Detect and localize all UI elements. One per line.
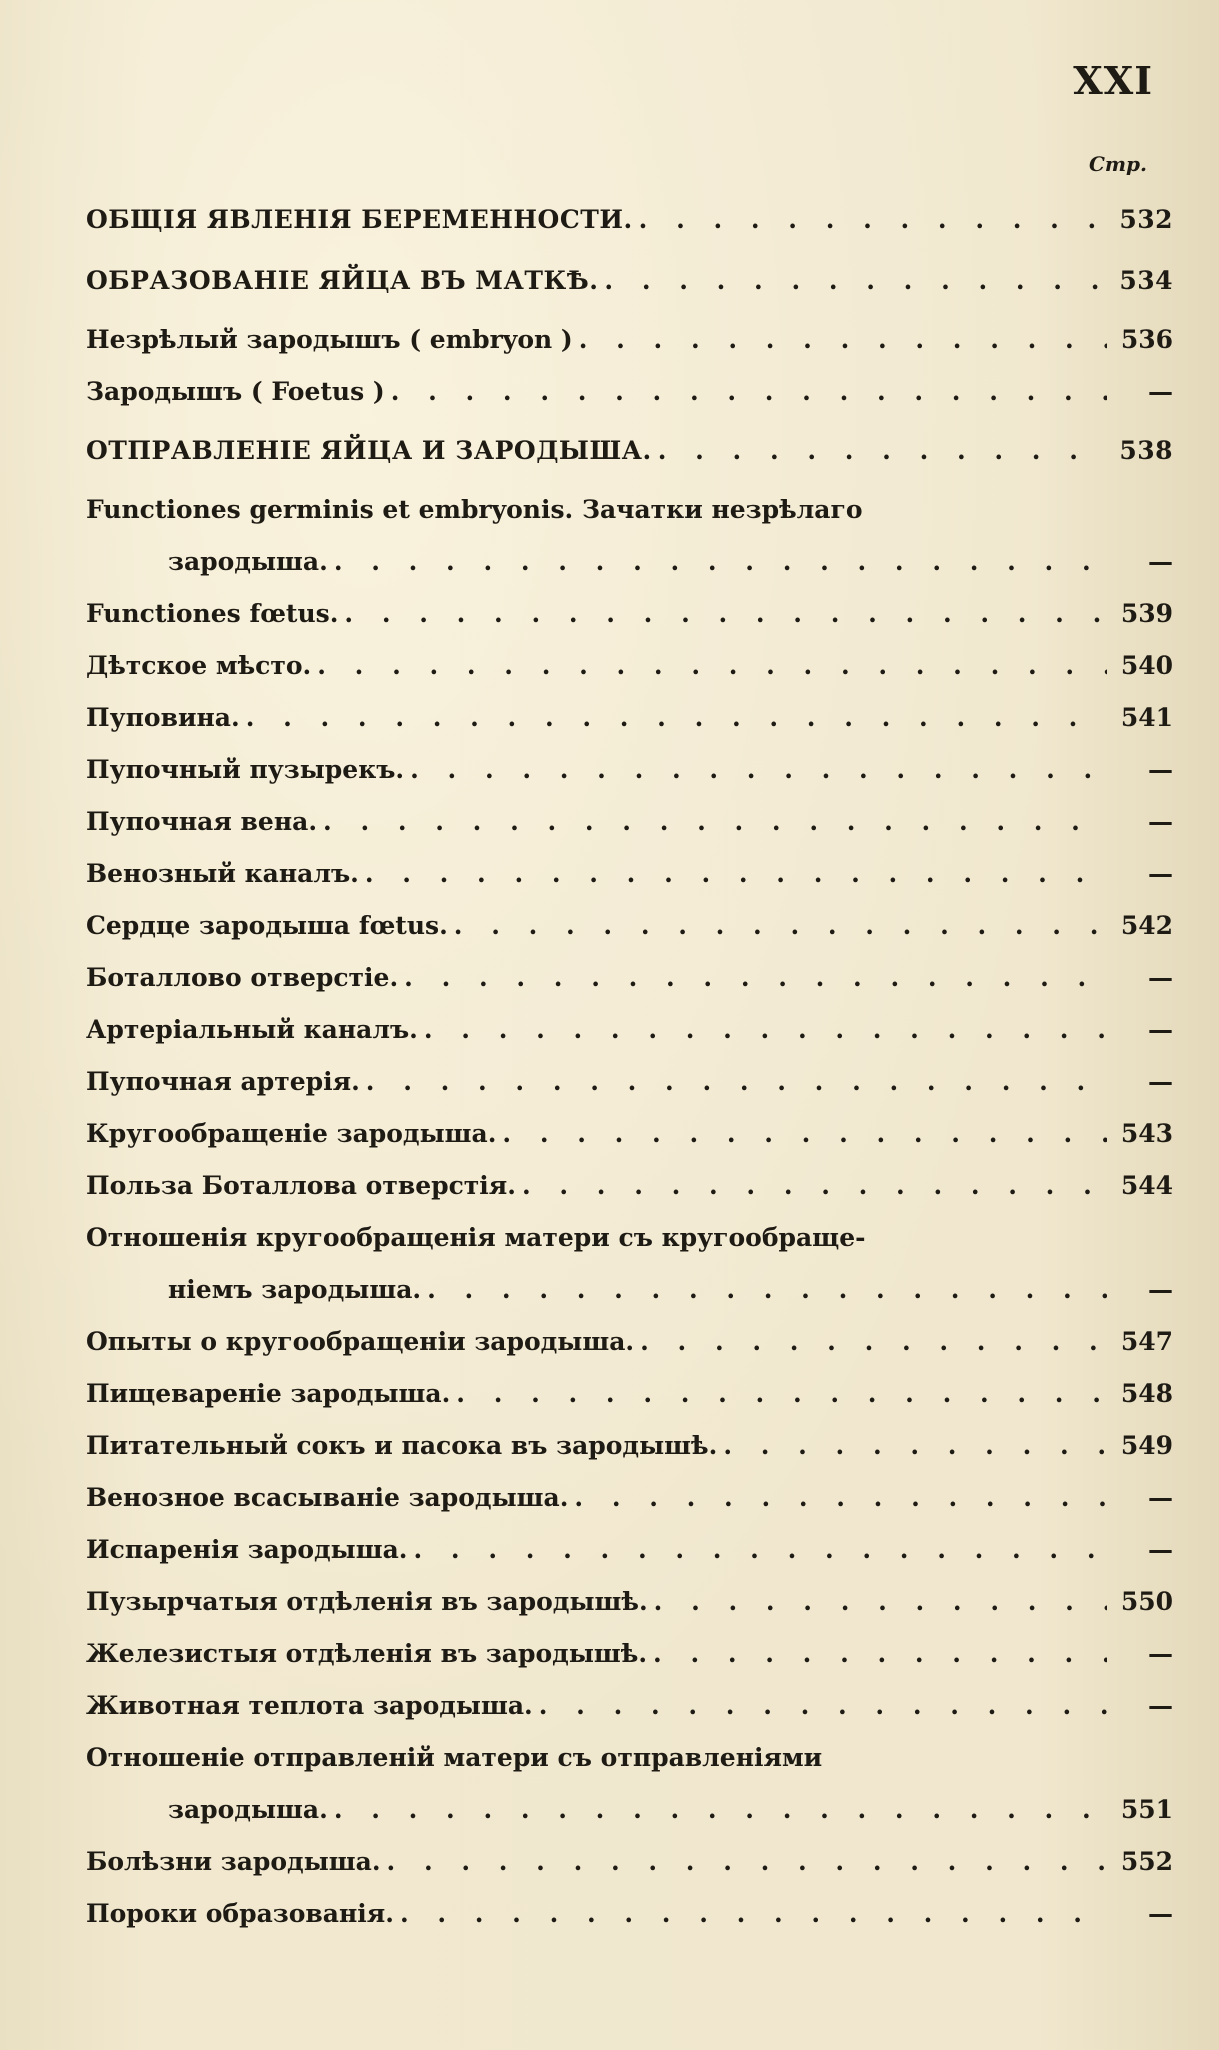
page-column-label: Стр. [1088,152,1147,176]
toc-page-ref: 543 [1120,1119,1173,1148]
leader-dots [400,1888,1107,1940]
toc-page-ref: — [1148,1067,1173,1096]
toc-entry-label: ОТПРАВЛЕНIЕ ЯЙЦА И ЗАРОДЫША. [86,436,652,465]
toc-entry-label: Functiones germinis et embryonis. Зачатки незрѣлаго [86,495,863,524]
toc-entry-label: Пороки образованiя. [86,1899,394,1928]
toc-page-ref: 536 [1120,325,1173,354]
toc-entry [86,1160,1173,1212]
toc-entry [86,1732,1173,1836]
toc-entry-label: Артерiальный каналъ. [86,1015,418,1044]
toc-entry [86,192,1173,248]
toc-entry-continuation [86,536,1173,588]
leader-dots [424,1004,1107,1056]
toc-entry [86,1472,1173,1524]
leader-dots [723,1420,1107,1472]
toc-entry-continuation [86,1264,1173,1316]
toc-page-ref: 538 [1119,436,1173,465]
toc-entry-label: Болѣзни зародыша. [86,1847,381,1876]
leader-dots [539,1680,1107,1732]
leader-dots [323,796,1107,848]
toc-entry-label: Пупочная вена. [86,807,318,836]
toc-entry-label: Дѣтское мѣсто. [86,651,312,680]
toc-entry [86,1056,1173,1108]
toc-entry-label: ОБРАЗОВАНIЕ ЯЙЦА ВЪ МАТКѢ. [86,266,599,295]
leader-dots [334,536,1107,588]
leader-dots [366,1056,1107,1108]
leader-dots [246,692,1107,744]
toc-entry-label: Пуповина. [86,703,240,732]
toc-entry-label: Functiones fœtus. [86,599,339,628]
toc-page-ref: — [1148,377,1173,406]
leader-dots [604,248,1107,314]
toc-entry [86,744,1173,796]
toc-entry-label: ОБЩIЯ ЯВЛЕНIЯ БЕРЕМЕННОСТИ. [86,205,633,234]
page-number: XXI [1073,58,1153,103]
toc-entry [86,640,1173,692]
toc-entry [86,418,1173,484]
toc-entry [86,1212,1173,1316]
toc-entry-label: Зародышъ ( Foetus ) [86,377,385,406]
toc-page-ref: — [1148,1015,1173,1044]
toc-entry-label: Пузырчатыя отдѣленiя въ зародышѣ. [86,1587,648,1616]
toc-page-ref: 550 [1120,1587,1173,1616]
toc-page-ref: — [1148,1275,1173,1304]
toc-page-ref: 534 [1119,266,1173,295]
toc-entry-label: Незрѣлый зародышъ ( embryon ) [86,325,573,354]
toc-entry [86,1576,1173,1628]
toc-entry-continuation [86,1784,1173,1836]
toc-entry-label: Пупочная артерiя. [86,1067,360,1096]
toc-page-ref: 541 [1120,703,1173,732]
toc-page-ref: — [1148,963,1173,992]
leader-dots [574,1472,1107,1524]
toc-entry [86,1316,1173,1368]
leader-dots [334,1784,1107,1836]
toc-entry-label: Пупочный пузырекъ. [86,755,405,784]
toc-page-ref: — [1148,859,1173,888]
leader-dots [658,418,1107,484]
leader-dots [414,1524,1108,1576]
toc-entry-label: Отношенiе отправленiй матери съ отправленiями [86,1743,823,1772]
toc-entry-label: Венозный каналъ. [86,859,359,888]
toc-entry-label: Польза Боталлова отверстiя. [86,1171,516,1200]
toc-page-ref: 547 [1120,1327,1173,1356]
leader-dots [410,744,1107,796]
toc-entry [86,900,1173,952]
toc-page-ref: 551 [1120,1795,1173,1824]
leader-dots [502,1108,1107,1160]
toc-entry [86,848,1173,900]
toc-entry-label-continued: нiемъ зародыша. [168,1275,422,1304]
toc-entry [86,1108,1173,1160]
toc-entry-label: Питательный сокъ и пасока въ зародышѣ. [86,1431,718,1460]
toc-page-ref: — [1148,1639,1173,1668]
toc-entry-label: Испаренiя зародыша. [86,1535,408,1564]
toc-page-ref: 540 [1120,651,1173,680]
toc-entry-label: Сердце зародыша fœtus. [86,911,448,940]
leader-dots [404,952,1107,1004]
toc-entry-label-continued: зародыша. [168,547,328,576]
toc-entry-label: Опыты о кругообращенiи зародыша. [86,1327,635,1356]
toc-page-ref: 548 [1120,1379,1173,1408]
toc-page-ref: — [1148,755,1173,784]
leader-dots [639,192,1107,248]
toc-page-ref: — [1148,1899,1173,1928]
toc-entry [86,1420,1173,1472]
toc-page-ref: 542 [1120,911,1173,940]
leader-dots [640,1316,1107,1368]
toc-entry [86,484,1173,588]
toc-entry [86,692,1173,744]
toc-entry [86,1836,1173,1888]
toc-entry [86,1524,1173,1576]
toc-page-ref: 532 [1119,205,1173,234]
toc-page-ref: — [1148,1691,1173,1720]
leader-dots [427,1264,1107,1316]
leader-dots [344,588,1107,640]
toc-entry [86,952,1173,1004]
leader-dots [653,1628,1107,1680]
leader-dots [456,1368,1107,1420]
toc-page-ref: — [1148,1535,1173,1564]
toc-page-ref: 552 [1120,1847,1173,1876]
toc-entry [86,588,1173,640]
toc-page-ref: — [1148,807,1173,836]
toc-entry-label: Кругообращенiе зародыша. [86,1119,497,1148]
toc-entry-label: Отношенiя кругообращенiя матери съ кругообраще- [86,1223,866,1252]
toc-entry [86,1004,1173,1056]
toc-page-ref: 539 [1120,599,1173,628]
toc-entry-label: Животная теплота зародыша. [86,1691,533,1720]
toc-entry-label: Венозное всасыванiе зародыша. [86,1483,569,1512]
toc-entry [86,1368,1173,1420]
toc-entry [86,1628,1173,1680]
leader-dots [387,1836,1107,1888]
toc-entry [86,796,1173,848]
toc-entry-label: Железистыя отдѣленiя въ зародышѣ. [86,1639,648,1668]
leader-dots [579,314,1107,366]
toc-entry [86,248,1173,314]
leader-dots [522,1160,1107,1212]
toc-entry-label: Пищеваренiе зародыша. [86,1379,451,1408]
toc-page-ref: 544 [1120,1171,1173,1200]
toc-entry [86,314,1173,366]
leader-dots [317,640,1107,692]
leader-dots [654,1576,1107,1628]
toc-page-ref: — [1148,547,1173,576]
toc-entry [86,366,1173,418]
leader-dots [391,366,1107,418]
toc-page-ref: 549 [1120,1431,1173,1460]
toc-entry [86,1680,1173,1732]
table-of-contents [86,192,1173,1940]
toc-entry [86,1888,1173,1940]
toc-page-ref: — [1148,1483,1173,1512]
toc-entry-label: Боталлово отверстiе. [86,963,399,992]
leader-dots [365,848,1107,900]
toc-entry-label-continued: зародыша. [168,1795,328,1824]
leader-dots [454,900,1107,952]
